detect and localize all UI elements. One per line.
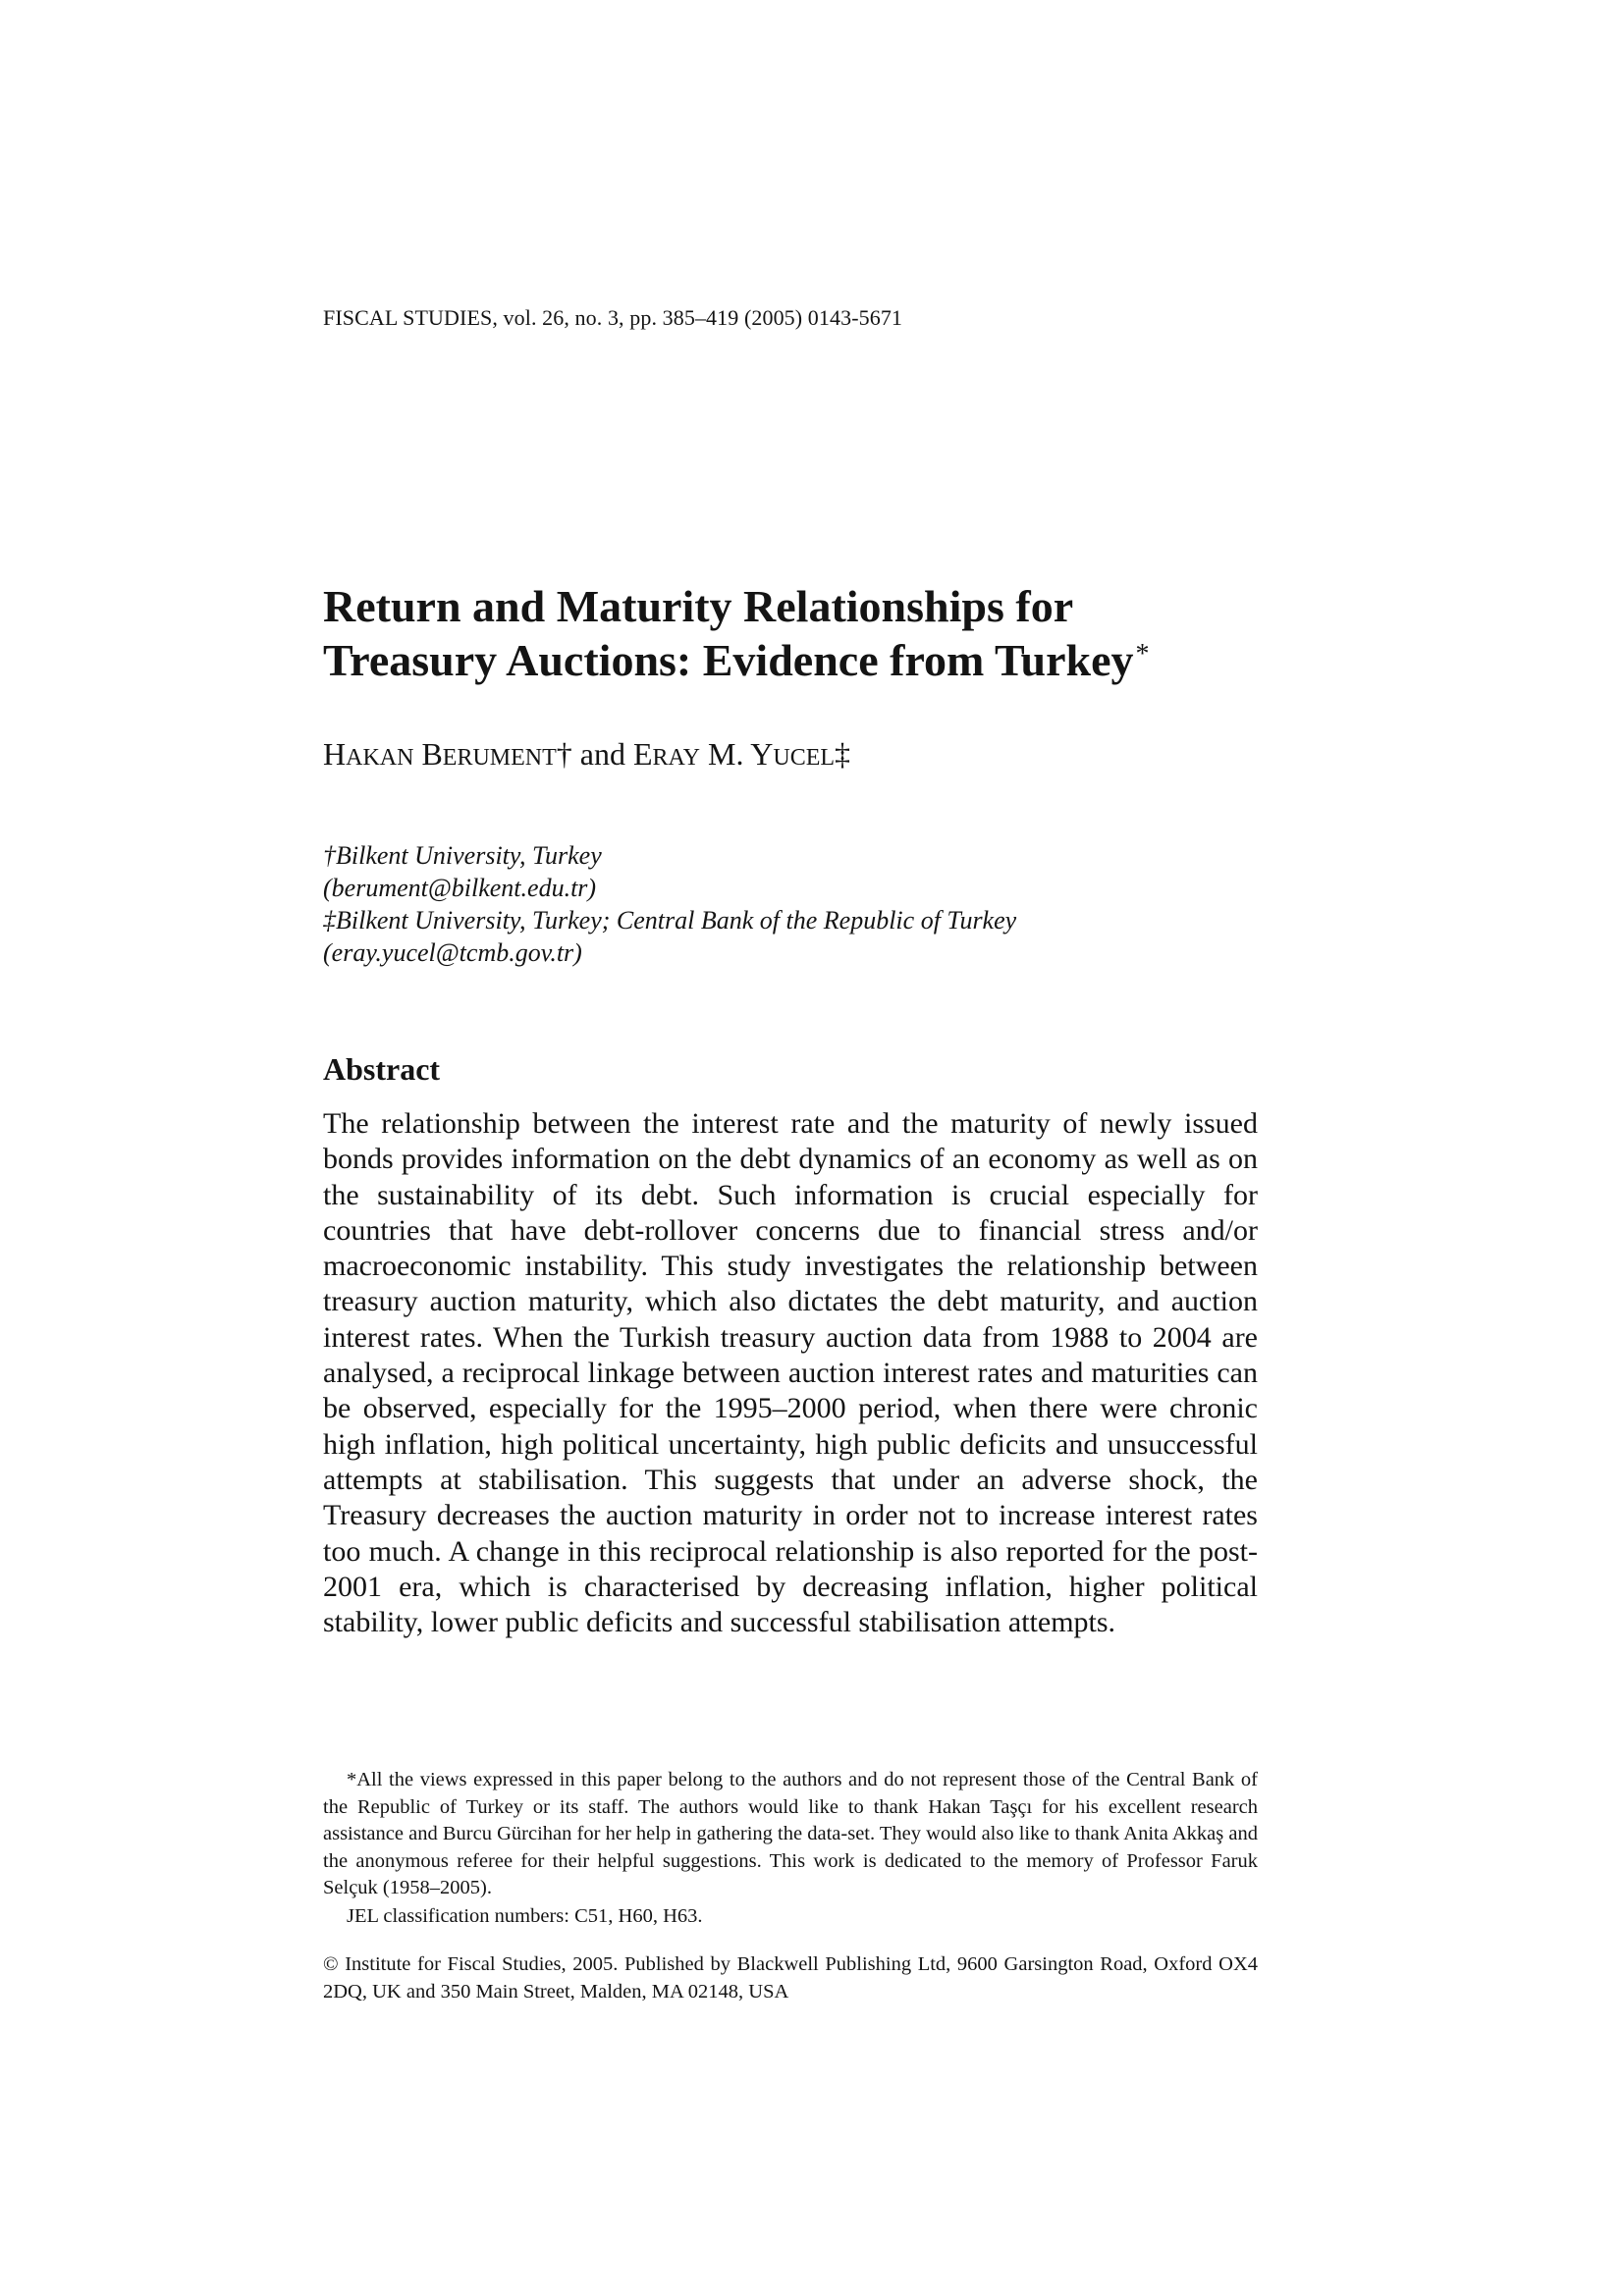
affiliation-2: ‡Bilkent University, Turkey; Central Bank of the Republic of Turkey xyxy=(323,906,1017,934)
footnote-text: *All the views expressed in this paper belong to the authors and do not represent those of the Central Bank of the Republic of Turkey or its staff. The authors would like to thank Hakan Taşçı for his excellent research assistance and Burcu Gürcihan for her help in gathering the data-set. They would also like to thank Anita Akkaş and the anonymous referee for their helpful suggestions. This work is dedicated to the memory of Professor Faruk Selçuk (1958–2005). xyxy=(323,1769,1258,1899)
author-conjunction: and xyxy=(579,736,625,772)
abstract-text: The relationship between the interest rate and the maturity of newly issued bonds provides information on the debt dynamics of an economy as well as on the sustainability of its debt. Such information is crucial especially for countries that have debt-rollover concerns due to financial stress and/or macroeconomic instability. This study investigates the relationship between treasury auction maturity, which also dictates the debt maturity, and auction interest rates. When the Turkish treasury auction data from 1988 to 2004 are analysed, a reciprocal linkage between auction interest rates and maturities can be observed, especially for the 1995–2000 period, when there were chronic high inflation, high political uncertainty, high public deficits and unsuccessful attempts at stabilisation. This suggests that under an adverse shock, the Treasury decreases the auction maturity in order not to increase interest rates too much. A change in this reciprocal relationship is also reported for the post-2001 era, which is characterised by decreasing inflation, higher political stability, lower public deficits and successful stabilisation attempts. xyxy=(323,1107,1258,1639)
title-line-1: Return and Maturity Relationships for xyxy=(323,581,1074,631)
author-2-affiliation-mark: ‡ xyxy=(835,736,851,772)
author-1: HAKAN BERUMENT† xyxy=(323,736,572,772)
affiliation-2-email: (eray.yucel@tcmb.gov.tr) xyxy=(323,938,582,967)
title-footnote-marker: * xyxy=(1135,639,1150,669)
article-title xyxy=(323,579,1305,687)
footnote xyxy=(323,1767,1258,1902)
author-2: ERAY M. YUCEL‡ xyxy=(632,736,851,772)
affiliations xyxy=(323,839,1016,969)
running-head: FISCAL STUDIES, vol. 26, no. 3, pp. 385–419 (2005) 0143-5671 xyxy=(323,305,903,330)
author-line xyxy=(323,734,850,777)
jel-classification: JEL classification numbers: C51, H60, H63. xyxy=(347,1905,703,1927)
title-line-2: Treasury Auctions: Evidence from Turkey xyxy=(323,635,1134,685)
author-1-affiliation-mark: † xyxy=(556,736,572,772)
affiliation-1-email: (berument@bilkent.edu.tr) xyxy=(323,874,597,902)
abstract-heading: Abstract xyxy=(323,1051,441,1087)
copyright-notice: © Institute for Fiscal Studies, 2005. Published by Blackwell Publishing Ltd, 9600 Garsington Road, Oxford OX4 2DQ, UK and 350 Main Street, Malden, MA 02148, USA xyxy=(323,1953,1258,2002)
affiliation-1: †Bilkent University, Turkey xyxy=(323,841,602,870)
